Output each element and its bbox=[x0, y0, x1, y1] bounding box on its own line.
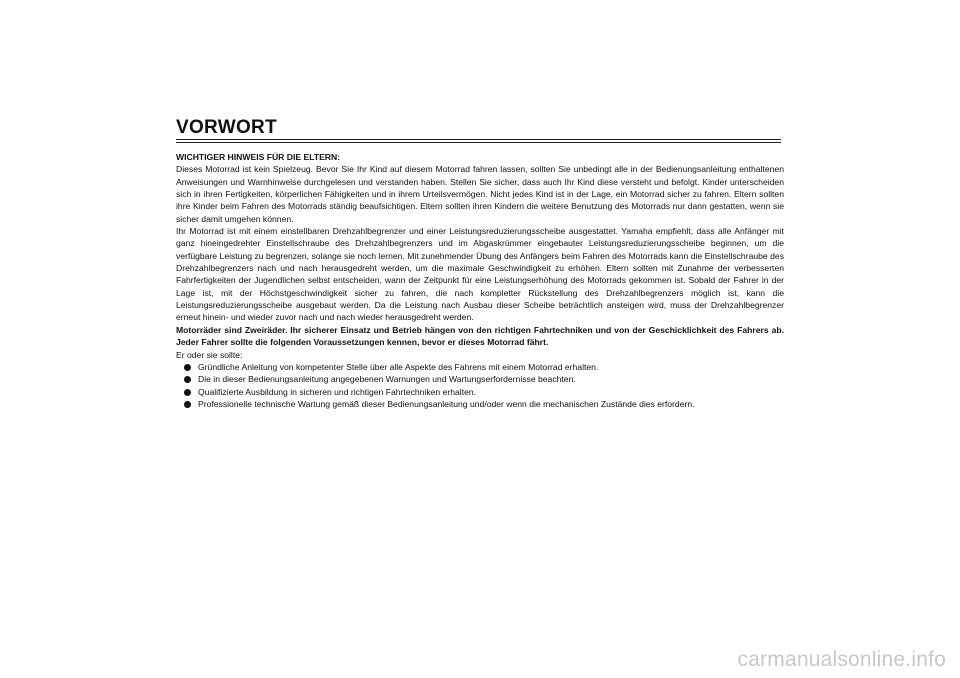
bullet-icon bbox=[184, 389, 191, 396]
list-item-text: Gründliche Anleitung von kompetenter Stelle über alle Aspekte des Fahrens mit einem Motorrad erhalten. bbox=[198, 361, 599, 372]
paragraph-warning: Dieses Motorrad ist kein Spielzeug. Bevor Sie Ihr Kind auf diesem Motorrad fahren lassen, sollten Sie unbedingt alle in der Bedienungsanleitung enthaltenen Anweisungen und Warnhinweise durchgelesen und verstanden haben. Stellen Sie sicher, dass auch Ihr Kind diese versteht und befolgt. Kinder unterscheiden sich in ihren Fertigkeiten, körperlichen Fähigkeiten und in ihrem Urteilsvermögen. Nicht jedes Kind ist in der Lage, ein Motorrad sicher zu fahren. Eltern sollten ihre Kinder beim Fahren des Motorrads ständig beaufsichtigen. Eltern sollten ihren Kindern die weitere Benutzung des Motorrads nur dann gestatten, wenn sie sicher damit umgehen können. bbox=[176, 164, 784, 224]
list-item bbox=[184, 386, 784, 398]
title-double-rule bbox=[176, 139, 781, 145]
list-intro: Er oder sie sollte: bbox=[176, 349, 243, 360]
bullet-icon bbox=[184, 401, 191, 408]
page-title: VORWORT bbox=[176, 117, 277, 138]
list-item-text: Die in dieser Bedienungsanleitung angegebenen Warnungen und Wartungserfordernisse beachten. bbox=[198, 374, 576, 385]
section-heading: WICHTIGER HINWEIS FÜR DIE ELTERN: bbox=[176, 152, 341, 162]
title-rule-line-top bbox=[176, 139, 781, 140]
title-rule-line-bottom bbox=[176, 142, 781, 143]
requirements-list bbox=[176, 361, 784, 410]
bold-statement: Motorräder sind Zweiräder. Ihr sicherer Einsatz und Betrieb hängen von den richtigen Fahrtechniken und von der Geschicklichkeit des Fahrers ab. Jeder Fahrer sollte die folgenden Voraussetzungen kennen, bevor er dieses Motorrad fährt. bbox=[176, 324, 784, 348]
watermark-text: carmanualsonline.info bbox=[737, 648, 946, 671]
page-content bbox=[176, 151, 784, 410]
list-item bbox=[184, 398, 784, 410]
list-item bbox=[184, 373, 784, 385]
list-item-text: Qualifizierte Ausbildung in sicheren und richtigen Fahrtechniken erhalten. bbox=[198, 386, 477, 397]
bullet-icon bbox=[184, 364, 191, 371]
bullet-icon bbox=[184, 376, 191, 383]
list-item-text: Professionelle technische Wartung gemäß dieser Bedienungsanleitung und/oder wenn die mechanischen Zustände dies erfordern. bbox=[198, 398, 695, 409]
paragraph-speed-limiter: Ihr Motorrad ist mit einem einstellbaren Drehzahlbegrenzer und einer Leistungsreduzierungsscheibe ausgestattet. Yamaha empfiehlt, dass alle Anfänger mit ganz hineingedrehter Einstellschraube des Drehzahlbegrenzers und im Abgaskrümmer eingebauter Leistungsreduzierungsscheibe beginnen, um die verfügbare Leistung zu begrenzen, solange sie noch lernen. Mit zunehmender Übung des Anfängers beim Fahren des Motorrads kann die Einstellschraube des Drehzahlbegrenzers nach und nach herausgedreht werden, um die maximale Geschwindigkeit zu erhöhen. Eltern sollten mit Zunahme der verbesserten Fahrfertigkeiten der Jugendlichen selbst entscheiden, wann der Zeitpunkt für eine Leistungserhöhung des Motorrads gekommen ist. Sobald der Fahrer in der Lage ist, mit der Höchstgeschwindigkeit sicher zu fahren, die nach kompletter Rückstellung des Drehzahlbegrenzers möglich ist, kann die Leistungsreduzierungsscheibe ausgebaut werden. Da die Leistung nach Ausbau dieser Scheibe beträchtlich ansteigen wird, muss der Drehzahlbegrenzer erneut hinein- und wieder zuvor nach und nach wieder herausgedreht werden. bbox=[176, 226, 784, 323]
list-item bbox=[184, 361, 784, 373]
